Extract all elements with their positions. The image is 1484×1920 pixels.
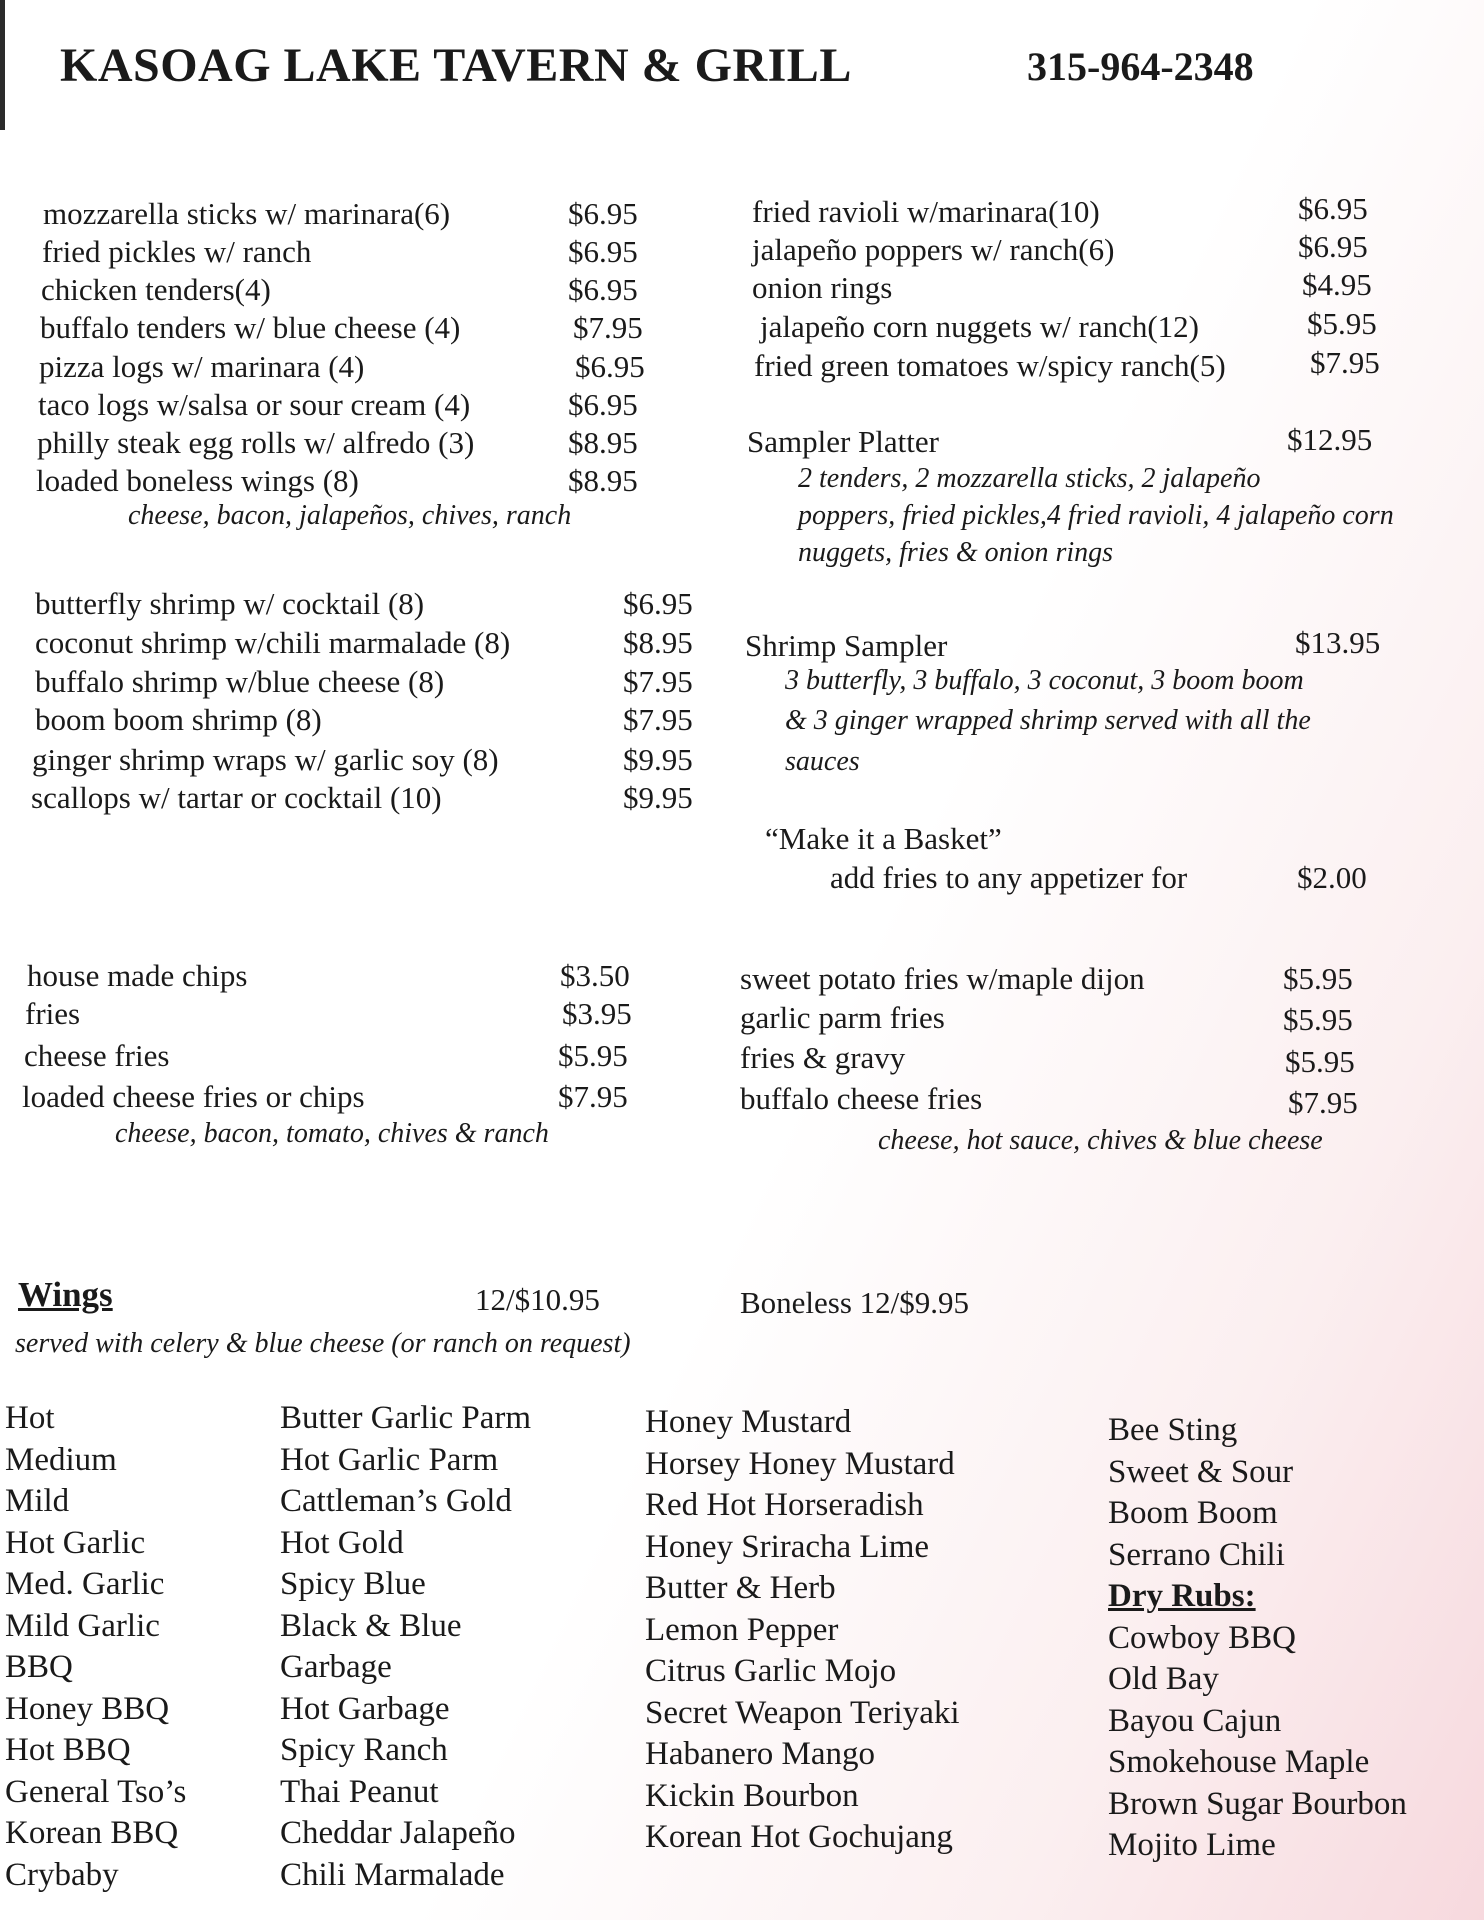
wings-price: 12/$10.95 <box>475 1282 600 1317</box>
phone-number: 315-964-2348 <box>1027 44 1254 89</box>
menu-item: loaded cheese fries or chips <box>22 1079 365 1114</box>
wing-flavor: Black & Blue <box>280 1607 462 1644</box>
item-price: $6.95 <box>568 387 638 422</box>
wing-flavor: Honey Mustard <box>645 1404 852 1440</box>
item-price: $8.95 <box>568 463 638 498</box>
menu-item: buffalo cheese fries <box>740 1081 983 1116</box>
sampler-description: nuggets, fries & onion rings <box>798 537 1114 568</box>
wing-flavor: Lemon Pepper <box>645 1611 839 1648</box>
basket-price: $2.00 <box>1297 860 1367 895</box>
menu-item: house made chips <box>27 958 248 993</box>
wings-heading: Wings <box>18 1275 113 1314</box>
wing-flavor: Sweet & Sour <box>1108 1453 1294 1490</box>
wing-flavor: Bayou Cajun <box>1108 1702 1282 1739</box>
shrimp-sampler-price: $13.95 <box>1295 625 1381 660</box>
menu-item: fried green tomatoes w/spicy ranch(5) <box>754 348 1226 383</box>
wing-flavors-col1 <box>5 1398 186 1896</box>
wing-flavor: Bee Sting <box>1108 1412 1238 1448</box>
menu-item: garlic parm fries <box>740 1000 945 1035</box>
menu-header <box>60 38 1290 108</box>
wing-flavor: Mild <box>5 1483 70 1519</box>
item-description: cheese, bacon, tomato, chives & ranch <box>115 1118 549 1149</box>
menu-item: onion rings <box>752 270 893 305</box>
item-price: $3.95 <box>562 996 632 1031</box>
menu-item: ginger shrimp wraps w/ garlic soy (8) <box>32 742 499 777</box>
item-price: $5.95 <box>1285 1044 1355 1079</box>
item-price: $7.95 <box>623 702 693 737</box>
wing-flavor: Mojito Lime <box>1108 1827 1276 1863</box>
item-price: $7.95 <box>623 664 693 699</box>
shrimp-sampler-description: 3 butterfly, 3 buffalo, 3 coconut, 3 boom boom <box>785 665 1304 696</box>
item-price: $6.95 <box>575 349 645 384</box>
menu-item: coconut shrimp w/chili marmalade (8) <box>35 625 511 660</box>
item-price: $6.95 <box>623 586 693 621</box>
item-price: $5.95 <box>1283 1002 1353 1037</box>
menu-item: buffalo shrimp w/blue cheese (8) <box>35 664 445 699</box>
shrimp-sampler-description: sauces <box>785 746 860 777</box>
item-price: $6.95 <box>568 234 638 269</box>
menu-item: jalapeño corn nuggets w/ ranch(12) <box>760 309 1200 344</box>
menu-item: buffalo tenders w/ blue cheese (4) <box>40 310 461 345</box>
item-price: $5.95 <box>558 1038 628 1073</box>
restaurant-title: KASOAG LAKE TAVERN & GRILL <box>60 39 852 92</box>
wing-flavor: Cheddar Jalapeño <box>280 1815 516 1851</box>
wing-flavor: Brown Sugar Bourbon <box>1108 1785 1407 1822</box>
wing-flavor: Korean BBQ <box>5 1815 179 1851</box>
wing-flavors-col4-rubs <box>1108 1618 1407 1867</box>
wing-flavor: Habanero Mango <box>645 1736 876 1772</box>
wing-flavor: Korean Hot Gochujang <box>645 1819 953 1855</box>
item-description: cheese, hot sauce, chives & blue cheese <box>878 1125 1323 1156</box>
wing-flavor: Hot BBQ <box>5 1732 131 1768</box>
wing-flavor: Boom Boom <box>1108 1495 1278 1531</box>
wing-flavor: Smokehouse Maple <box>1108 1744 1370 1780</box>
menu-item: cheese fries <box>24 1038 170 1073</box>
wing-flavor: Butter Garlic Parm <box>280 1400 532 1436</box>
sampler-description: 2 tenders, 2 mozzarella sticks, 2 jalapeño <box>798 463 1261 494</box>
item-price: $9.95 <box>623 742 693 777</box>
page-edge <box>0 0 5 130</box>
wing-flavor: Secret Weapon Teriyaki <box>645 1694 960 1731</box>
item-price: $4.95 <box>1302 267 1372 302</box>
wing-flavor: Cattleman’s Gold <box>280 1483 512 1519</box>
item-price: $9.95 <box>623 780 693 815</box>
wing-flavor: Kickin Bourbon <box>645 1777 859 1814</box>
wing-flavor: BBQ <box>5 1649 73 1685</box>
wing-flavor: Honey BBQ <box>5 1690 170 1727</box>
item-price: $8.95 <box>623 625 693 660</box>
item-price: $7.95 <box>558 1079 628 1114</box>
wing-flavor: Honey Sriracha Lime <box>645 1528 930 1565</box>
wing-flavor: Med. Garlic <box>5 1566 165 1602</box>
menu-item: loaded boneless wings (8) <box>36 463 359 498</box>
item-price: $6.95 <box>1298 191 1368 226</box>
wing-flavor: Butter & Herb <box>645 1570 836 1606</box>
item-description: cheese, bacon, jalapeños, chives, ranch <box>128 500 572 531</box>
wing-flavors-col2 <box>280 1398 531 1896</box>
item-price: $6.95 <box>1298 229 1368 264</box>
wing-flavor: Red Hot Horseradish <box>645 1487 924 1523</box>
menu-item: boom boom shrimp (8) <box>35 702 322 737</box>
item-price: $6.95 <box>568 196 638 231</box>
wing-flavor: Medium <box>5 1441 117 1478</box>
wing-flavor: General Tso’s <box>5 1773 187 1810</box>
boneless-price: Boneless 12/$9.95 <box>740 1285 970 1320</box>
wing-flavor: Mild Garlic <box>5 1607 160 1644</box>
wings-note: served with celery & blue cheese (or ranch on request) <box>15 1328 631 1359</box>
wing-flavor: Thai Peanut <box>280 1773 439 1810</box>
wing-flavor: Cowboy BBQ <box>1108 1619 1296 1656</box>
wing-flavor: Garbage <box>280 1649 392 1685</box>
item-price: $7.95 <box>573 310 643 345</box>
item-price: $6.95 <box>568 272 638 307</box>
wing-flavor: Spicy Blue <box>280 1566 426 1602</box>
dry-rubs-heading: Dry Rubs: <box>1108 1578 1256 1614</box>
menu-item: taco logs w/salsa or sour cream (4) <box>38 387 471 422</box>
menu-item: fried pickles w/ ranch <box>42 234 312 269</box>
wing-flavor: Citrus Garlic Mojo <box>645 1653 897 1689</box>
basket-text: add fries to any appetizer for <box>830 860 1188 895</box>
menu-item: scallops w/ tartar or cocktail (10) <box>31 780 442 815</box>
wing-flavor: Hot Garlic Parm <box>280 1441 499 1478</box>
wing-flavors-col4 <box>1108 1410 1407 1867</box>
item-price: $7.95 <box>1310 345 1380 380</box>
basket-title: “Make it a Basket” <box>765 821 1002 856</box>
item-price: $5.95 <box>1307 306 1377 341</box>
item-price: $7.95 <box>1288 1085 1358 1120</box>
wing-flavor: Horsey Honey Mustard <box>645 1445 955 1482</box>
wing-flavors-col3 <box>645 1402 960 1859</box>
shrimp-sampler-description: & 3 ginger wrapped shrimp served with all the <box>785 705 1311 736</box>
sampler-description: poppers, fried pickles,4 fried ravioli, 4 jalapeño corn <box>798 500 1394 531</box>
wing-flavor: Hot Garlic <box>5 1524 146 1561</box>
shrimp-sampler-name: Shrimp Sampler <box>745 628 948 663</box>
wing-flavor: Serrano Chili <box>1108 1536 1285 1573</box>
item-price: $3.50 <box>560 958 630 993</box>
menu-item: sweet potato fries w/maple dijon <box>740 961 1145 996</box>
menu-item: mozzarella sticks w/ marinara(6) <box>43 196 451 231</box>
menu-item: jalapeño poppers w/ ranch(6) <box>752 232 1115 267</box>
item-price: $5.95 <box>1283 961 1353 996</box>
wing-flavor: Hot Garbage <box>280 1690 450 1727</box>
wing-flavors-col4-sauces <box>1108 1410 1407 1576</box>
wing-flavor: Crybaby <box>5 1856 119 1893</box>
wing-flavor: Hot <box>5 1400 55 1436</box>
menu-item: fried ravioli w/marinara(10) <box>752 194 1100 229</box>
wing-flavor: Hot Gold <box>280 1524 404 1561</box>
wing-flavor: Chili Marmalade <box>280 1856 505 1893</box>
menu-item: chicken tenders(4) <box>41 272 271 307</box>
item-price: $8.95 <box>568 425 638 460</box>
wing-flavor: Spicy Ranch <box>280 1732 448 1768</box>
sampler-name: Sampler Platter <box>747 424 939 459</box>
wing-flavor: Old Bay <box>1108 1661 1219 1697</box>
menu-item: pizza logs w/ marinara (4) <box>39 349 365 384</box>
menu-item: philly steak egg rolls w/ alfredo (3) <box>37 425 475 460</box>
menu-item: fries <box>25 996 81 1031</box>
menu-item: butterfly shrimp w/ cocktail (8) <box>35 586 425 621</box>
menu-item: fries & gravy <box>740 1040 906 1075</box>
sampler-price: $12.95 <box>1287 422 1373 457</box>
